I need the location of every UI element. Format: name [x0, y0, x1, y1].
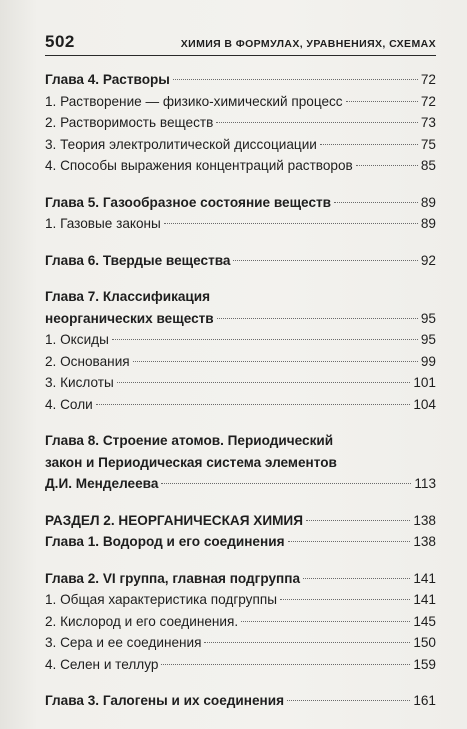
toc-section	[45, 69, 436, 177]
header-rule	[45, 55, 436, 56]
toc-entry	[45, 372, 436, 394]
toc-entry-title: 2. Растворимость веществ	[45, 115, 214, 130]
dot-leader	[96, 404, 411, 405]
dot-leader	[241, 621, 410, 622]
dot-leader	[112, 339, 418, 340]
dot-leader	[303, 578, 410, 579]
toc-section	[45, 192, 436, 235]
toc-heading-line: Глава 7. Классификация	[45, 289, 211, 304]
toc-entry-page: 101	[413, 375, 436, 390]
toc-entry-title: 3. Теория электролитической диссоциации	[45, 136, 317, 152]
dot-leader	[133, 361, 418, 362]
toc-entry	[45, 611, 436, 633]
page-header	[45, 32, 436, 52]
dot-leader	[334, 202, 418, 203]
toc-entry-page: 113	[414, 476, 436, 491]
toc-entry-page: 89	[420, 194, 436, 210]
toc-section	[45, 430, 436, 495]
toc-entry	[45, 690, 436, 712]
toc-entry-page: 145	[413, 613, 436, 629]
dot-leader	[161, 664, 410, 665]
toc-entry-title: 1. Газовые законы	[45, 216, 161, 231]
dot-leader	[217, 318, 418, 319]
dot-leader	[216, 122, 418, 123]
toc-entry-page: 141	[413, 592, 436, 607]
toc-section	[45, 568, 436, 676]
toc-entry	[45, 510, 436, 532]
toc-entry-page: 138	[413, 534, 436, 549]
toc-entry-page: 104	[413, 396, 436, 412]
toc-entry-title: 2. Кислород и его соединения.	[45, 613, 239, 629]
toc-entry-page: 73	[420, 115, 436, 130]
toc-entry	[45, 654, 436, 676]
toc-section	[45, 250, 436, 272]
toc-entry	[45, 112, 436, 134]
toc-entry-title: Глава 4. Растворы	[45, 72, 170, 87]
toc-entry-title: 4. Соли	[45, 396, 93, 412]
toc-entry	[45, 192, 436, 214]
toc-entry-title: 2. Основания	[45, 353, 130, 369]
toc-entry	[45, 394, 436, 416]
toc-entry	[45, 329, 436, 351]
toc-entry-page: 95	[420, 332, 436, 347]
toc-entry-page: 89	[420, 216, 436, 231]
dot-leader	[280, 599, 410, 600]
page-number: 502	[45, 32, 75, 51]
toc-entry-title: Д.И. Менделеева	[45, 476, 159, 491]
dot-leader	[288, 541, 411, 542]
toc-entry	[45, 589, 436, 611]
toc-entry	[45, 91, 436, 113]
dot-leader	[356, 165, 418, 166]
dot-leader	[173, 79, 418, 80]
toc-entry-page: 150	[413, 635, 436, 650]
toc-entry-page: 92	[420, 252, 436, 268]
toc-entry-page: 161	[413, 693, 436, 708]
toc-entry-page: 95	[420, 310, 436, 326]
toc-entry-title: Глава 6. Твердые вещества	[45, 252, 231, 268]
dot-leader	[161, 483, 411, 484]
dot-leader	[287, 700, 410, 701]
toc-entry-title: Глава 3. Галогены и их соединения	[45, 693, 285, 708]
toc-entry-title: 1. Растворение — физико-химический процесс	[45, 93, 343, 109]
dot-leader	[204, 642, 410, 643]
toc-entry	[45, 308, 436, 330]
dot-leader	[346, 101, 418, 102]
toc-entry-title: Глава 1. Водород и его соединения	[45, 534, 285, 549]
toc-entry-page: 75	[420, 136, 436, 152]
toc-entry	[45, 250, 436, 272]
toc-entry	[45, 69, 436, 91]
dot-leader	[320, 144, 418, 145]
toc-entry-page: 85	[420, 158, 436, 173]
toc-entry-title: Глава 5. Газообразное состояние веществ	[45, 194, 332, 210]
toc-entry	[45, 134, 436, 156]
toc-entry-page: 138	[413, 512, 436, 528]
toc-section	[45, 510, 436, 553]
toc-entry-title: 3. Кислоты	[45, 375, 114, 390]
toc-entry-page: 141	[413, 570, 436, 586]
toc-entry-title: 3. Сера и ее соединения	[45, 635, 202, 650]
toc-section	[45, 286, 436, 415]
toc-entry	[45, 213, 436, 235]
toc-section	[45, 690, 436, 712]
toc-entry	[45, 531, 436, 553]
toc-entry-page: 99	[420, 353, 436, 369]
toc-entry	[45, 155, 436, 177]
dot-leader	[164, 223, 418, 224]
toc-heading-line: закон и Периодическая система элементов	[45, 454, 337, 470]
toc-entry-page: 72	[420, 72, 436, 87]
toc-entry-page: 159	[413, 656, 436, 672]
toc-entry-title: 1. Оксиды	[45, 332, 109, 347]
dot-leader	[117, 382, 411, 383]
toc-entry-title: 1. Общая характеристика подгруппы	[45, 592, 277, 607]
toc-entry	[45, 351, 436, 373]
toc-heading-line: Глава 8. Строение атомов. Периодический	[45, 433, 334, 448]
table-of-contents	[45, 69, 436, 727]
toc-entry	[45, 568, 436, 590]
toc-entry-page: 72	[420, 93, 436, 109]
toc-entry-title: Глава 2. VI группа, главная подгруппа	[45, 570, 301, 586]
toc-entry-title: 4. Способы выражения концентраций растворов	[45, 158, 353, 173]
toc-entry-title: неорганических веществ	[45, 310, 214, 326]
running-title: ХИМИЯ В ФОРМУЛАХ, УРАВНЕНИЯХ, СХЕМАХ	[180, 38, 436, 50]
toc-entry	[45, 632, 436, 654]
toc-entry	[45, 473, 436, 495]
toc-entry-title: РАЗДЕЛ 2. НЕОРГАНИЧЕСКАЯ ХИМИЯ	[45, 512, 303, 528]
dot-leader	[306, 520, 410, 521]
dot-leader	[233, 260, 417, 261]
toc-entry-title: 4. Селен и теллур	[45, 656, 159, 672]
